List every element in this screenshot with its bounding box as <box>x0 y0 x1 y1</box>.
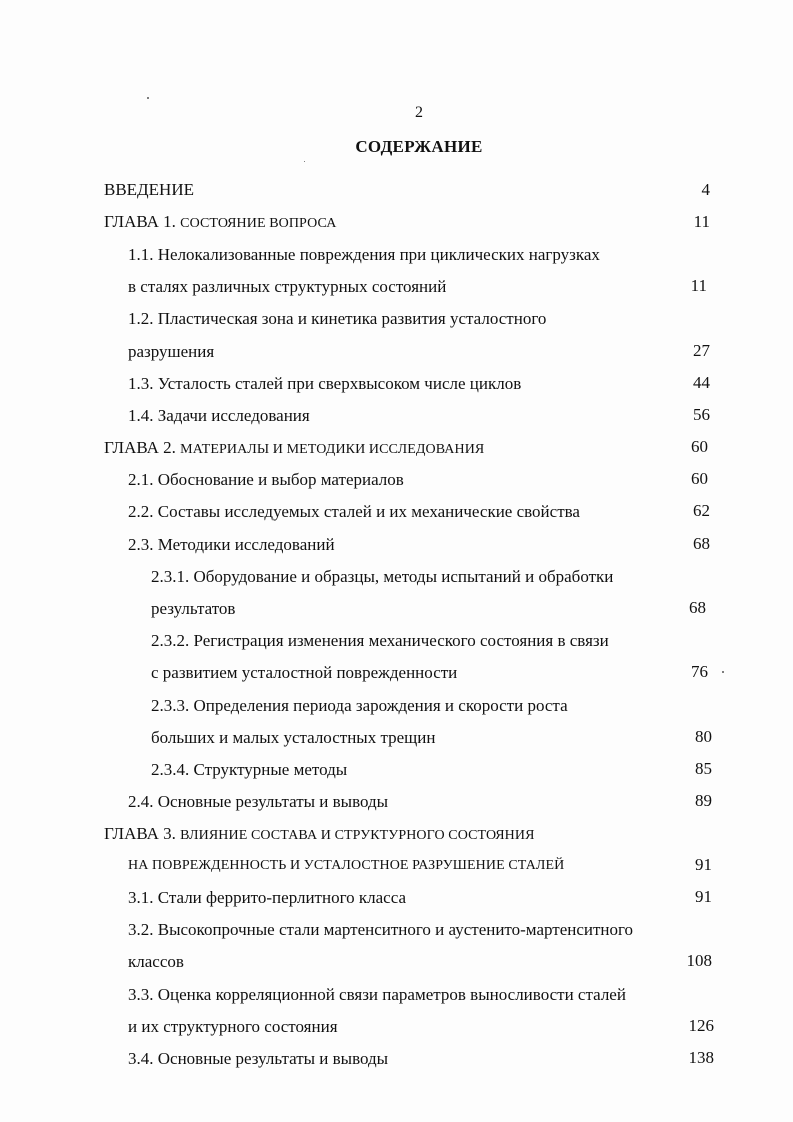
toc-section-1-2-page: 27 <box>693 341 710 360</box>
toc-section-2-3-4: 2.3.4. Структурные методы <box>151 760 348 779</box>
chapter-1-prefix: ГЛАВА 1. <box>104 212 176 231</box>
toc-section-2-3-page: 68 <box>693 534 710 553</box>
toc-section-1-3-page: 44 <box>693 373 710 392</box>
chapter-3-title-line1: ВЛИЯНИЕ СОСТАВА И СТРУКТУРНОГО СОСТОЯНИЯ <box>180 828 535 843</box>
toc-intro-page: 4 <box>701 180 710 199</box>
toc-section-1-1-page: 11 <box>690 276 707 295</box>
toc-section-2-3-1-line1: 2.3.1. Оборудование и образцы, методы испытаний и обработки <box>151 567 614 586</box>
toc-section-1-4-page: 56 <box>693 405 710 424</box>
toc-section-3-2-page: 108 <box>686 951 712 970</box>
toc-section-2-1-page: 60 <box>691 469 708 488</box>
toc-section-2-3-1-line2: результатов <box>151 599 236 618</box>
toc-section-1-3: 1.3. Усталость сталей при сверхвысоком числе циклов <box>128 374 522 393</box>
chapter-3-prefix: ГЛАВА 3. <box>104 824 176 843</box>
toc-section-3-4-page: 138 <box>688 1048 714 1067</box>
toc-section-2-2: 2.2. Составы исследуемых сталей и их механические свойства <box>128 502 580 521</box>
toc-chapter-3-page: 91 <box>695 855 712 874</box>
chapter-3-title-line2: НА ПОВРЕЖДЕННОСТЬ И УСТАЛОСТНОЕ РАЗРУШЕНИЕ СТАЛЕЙ <box>128 858 565 873</box>
toc-section-2-3-3-line2: больших и малых усталостных трещин <box>151 728 436 747</box>
toc-section-2-3-2-page: 76 <box>691 662 708 681</box>
toc-section-3-2-line1: 3.2. Высокопрочные стали мартенситного и аустенито-мартенситного <box>128 920 634 939</box>
toc-section-2-2-page: 62 <box>693 501 710 520</box>
toc-section-2-4: 2.4. Основные результаты и выводы <box>128 792 389 811</box>
toc-section-1-2-line2: разрушения <box>128 342 215 361</box>
chapter-1-title: СОСТОЯНИЕ ВОПРОСА <box>180 216 337 231</box>
toc-section-1-1-line1: 1.1. Нелокализованные повреждения при циклических нагрузках <box>128 245 600 264</box>
toc-section-3-1: 3.1. Стали феррито-перлитного класса <box>128 888 407 907</box>
toc-section-3-1-page: 91 <box>695 887 712 906</box>
toc-intro-label: ВВЕДЕНИЕ <box>104 180 194 199</box>
toc-section-2-3-2-line1: 2.3.2. Регистрация изменения механического состояния в связи <box>151 631 609 650</box>
toc-section-2-4-page: 89 <box>695 791 712 810</box>
toc-chapter-2 <box>104 436 484 460</box>
toc-section-3-3-page: 126 <box>688 1016 714 1035</box>
toc-chapter-1 <box>104 210 336 234</box>
toc-section-3-2-line2: классов <box>128 952 184 971</box>
toc-chapter-1-page: 11 <box>693 212 710 231</box>
toc-section-1-2-line1: 1.2. Пластическая зона и кинетика развития усталостного <box>128 309 547 328</box>
toc-section-2-3-2-line2: с развитием усталостной поврежденности <box>151 663 458 682</box>
toc-section-3-3-line1: 3.3. Оценка корреляционной связи параметров выносливости сталей <box>128 985 626 1004</box>
toc-section-2-3-3-page: 80 <box>695 727 712 746</box>
toc-section-3-3-line2: и их структурного состояния <box>128 1017 338 1036</box>
toc-section-2-3-1-page: 68 <box>689 598 706 617</box>
toc-section-1-1-line2: в сталях различных структурных состояний <box>128 277 447 296</box>
toc-chapter-3-line1 <box>104 822 535 846</box>
chapter-2-title: МАТЕРИАЛЫ И МЕТОДИКИ ИССЛЕДОВАНИЯ <box>180 442 485 457</box>
toc-heading: СОДЕРЖАНИЕ <box>355 137 483 156</box>
toc-section-1-4: 1.4. Задачи исследования <box>128 406 310 425</box>
toc-section-2-1: 2.1. Обоснование и выбор материалов <box>128 470 404 489</box>
toc-section-2-3-3-line1: 2.3.3. Определения периода зарождения и скорости роста <box>151 696 568 715</box>
toc-section-2-3-4-page: 85 <box>695 759 712 778</box>
chapter-2-prefix: ГЛАВА 2. <box>104 438 176 457</box>
page-number: 2 <box>415 104 423 121</box>
toc-section-3-4: 3.4. Основные результаты и выводы <box>128 1049 389 1068</box>
toc-section-2-3: 2.3. Методики исследований <box>128 535 335 554</box>
toc-chapter-2-page: 60 <box>691 437 708 456</box>
